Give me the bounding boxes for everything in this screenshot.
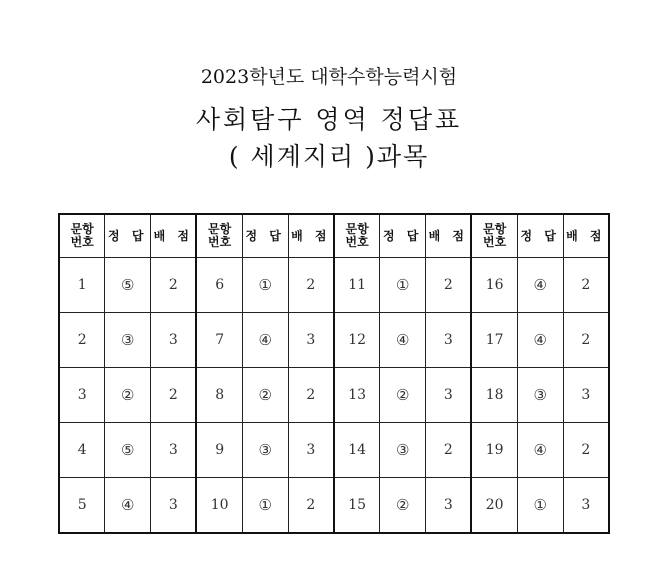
header-points: 배 점 — [288, 214, 334, 258]
answer-cell: ④ — [517, 313, 563, 368]
question-number: 16 — [471, 258, 517, 313]
points-cell: 2 — [288, 478, 334, 534]
points-cell: 3 — [151, 478, 197, 534]
answer-cell: ⑤ — [105, 423, 151, 478]
answer-cell: ③ — [105, 313, 151, 368]
header-points: 배 점 — [151, 214, 197, 258]
question-number: 6 — [196, 258, 242, 313]
header-question-no: 문항번호 — [196, 214, 242, 258]
points-cell: 2 — [563, 423, 609, 478]
header-question-no: 문항번호 — [334, 214, 380, 258]
answer-cell: ① — [242, 258, 288, 313]
question-number: 8 — [196, 368, 242, 423]
table-row — [59, 478, 609, 534]
answer-cell: ④ — [517, 423, 563, 478]
points-cell: 3 — [426, 368, 472, 423]
points-cell: 2 — [563, 313, 609, 368]
answer-cell: ③ — [380, 423, 426, 478]
table-row — [59, 313, 609, 368]
answer-cell: ② — [380, 368, 426, 423]
question-number: 2 — [59, 313, 105, 368]
question-number: 17 — [471, 313, 517, 368]
table-row — [59, 258, 609, 313]
points-cell: 2 — [426, 423, 472, 478]
question-number: 19 — [471, 423, 517, 478]
exam-year-title: 2023학년도 대학수학능력시험 — [200, 66, 458, 88]
answer-cell: ④ — [380, 313, 426, 368]
header-answer: 정 답 — [380, 214, 426, 258]
header-points: 배 점 — [563, 214, 609, 258]
answer-cell: ⑤ — [105, 258, 151, 313]
answer-cell: ② — [242, 368, 288, 423]
points-cell: 3 — [288, 423, 334, 478]
question-number: 12 — [334, 313, 380, 368]
points-cell: 2 — [151, 368, 197, 423]
table-row — [59, 368, 609, 423]
answer-cell: ② — [380, 478, 426, 534]
points-cell: 2 — [426, 258, 472, 313]
answer-cell: ④ — [242, 313, 288, 368]
subject-name: ( 세계지리 )과목 — [228, 142, 430, 171]
question-number: 11 — [334, 258, 380, 313]
answer-cell: ① — [242, 478, 288, 534]
answer-cell: ③ — [242, 423, 288, 478]
header-points: 배 점 — [426, 214, 472, 258]
points-cell: 2 — [288, 258, 334, 313]
points-cell: 3 — [288, 313, 334, 368]
points-cell: 3 — [426, 478, 472, 534]
table-row — [59, 423, 609, 478]
question-number: 4 — [59, 423, 105, 478]
question-number: 20 — [471, 478, 517, 534]
question-number: 18 — [471, 368, 517, 423]
question-number: 9 — [196, 423, 242, 478]
answer-cell: ④ — [105, 478, 151, 534]
answer-cell: ④ — [517, 258, 563, 313]
answer-cell: ① — [517, 478, 563, 534]
header-question-no: 문항번호 — [59, 214, 105, 258]
points-cell: 2 — [288, 368, 334, 423]
points-cell: 3 — [563, 368, 609, 423]
header-answer: 정 답 — [105, 214, 151, 258]
answer-cell: ② — [105, 368, 151, 423]
question-number: 10 — [196, 478, 242, 534]
points-cell: 3 — [151, 313, 197, 368]
header-answer: 정 답 — [517, 214, 563, 258]
question-number: 15 — [334, 478, 380, 534]
header-question-no: 문항번호 — [471, 214, 517, 258]
subject-title: 사회탐구 영역 정답표 — [195, 105, 463, 134]
question-number: 3 — [59, 368, 105, 423]
points-cell: 3 — [151, 423, 197, 478]
header-answer: 정 답 — [242, 214, 288, 258]
answer-cell: ① — [380, 258, 426, 313]
points-cell: 3 — [426, 313, 472, 368]
question-number: 1 — [59, 258, 105, 313]
answer-cell: ③ — [517, 368, 563, 423]
points-cell: 2 — [151, 258, 197, 313]
question-number: 5 — [59, 478, 105, 534]
points-cell: 3 — [563, 478, 609, 534]
answer-table — [58, 213, 610, 534]
points-cell: 2 — [563, 258, 609, 313]
question-number: 13 — [334, 368, 380, 423]
table-header-row — [59, 214, 609, 258]
question-number: 7 — [196, 313, 242, 368]
question-number: 14 — [334, 423, 380, 478]
